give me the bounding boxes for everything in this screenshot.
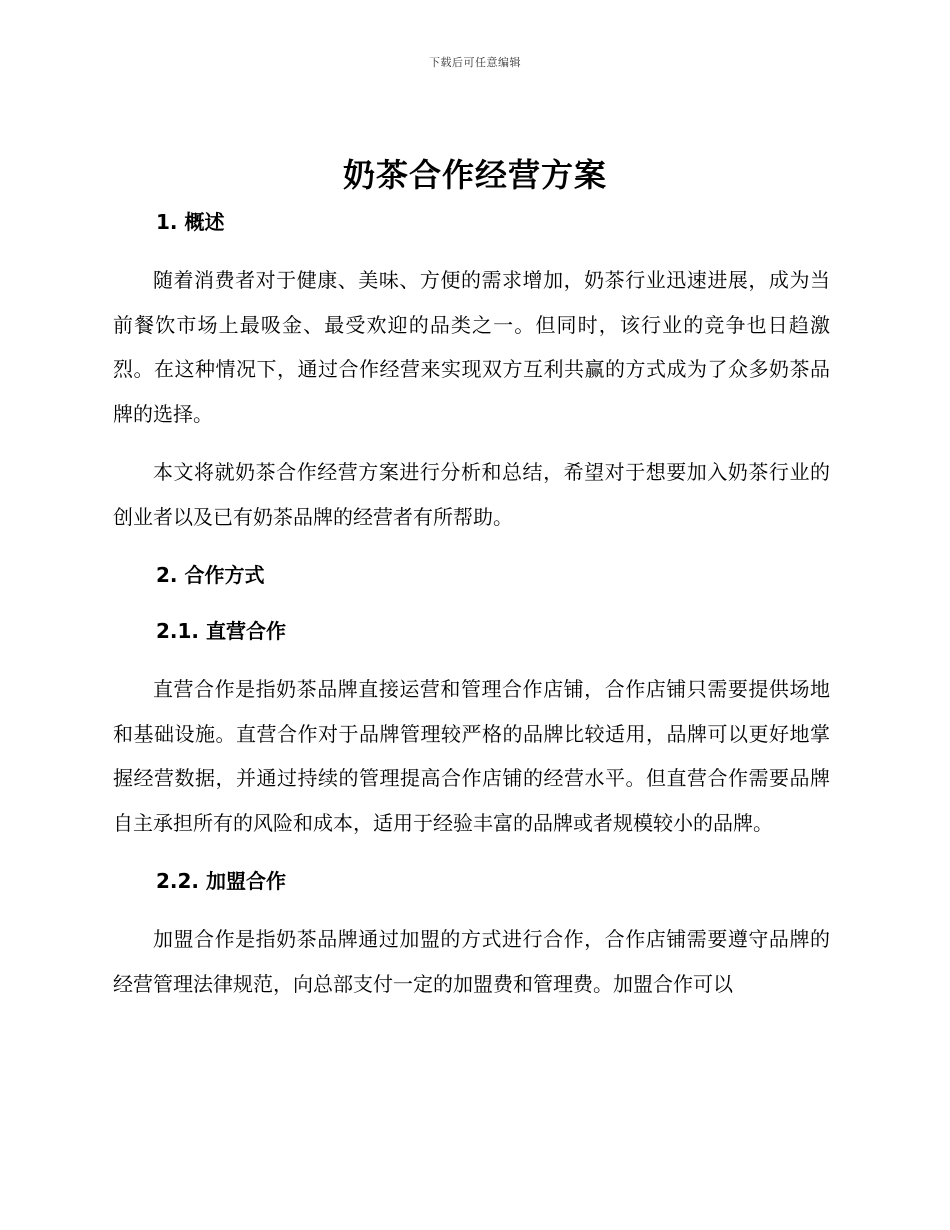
paragraph-overview-1: 随着消费者对于健康、美味、方便的需求增加，奶茶行业迅速进展，成为当前餐饮市场上最吸金、最受欢迎的品类之一。但同时，该行业的竞争也日趋激烈。在这种情况下，通过合作经营来实现双方互利共赢的方式成为了众多奶茶品牌的选择。 — [113, 268, 830, 426]
section-heading-overview: 1. 概述 — [156, 210, 225, 234]
section-heading-franchise: 2.2. 加盟合作 — [156, 869, 286, 893]
document-title: 奶茶合作经营方案 — [342, 156, 607, 194]
header-note: 下载后可任意编辑 — [429, 56, 521, 69]
paragraph-direct-operation: 直营合作是指奶茶品牌直接运营和管理合作店铺，合作店铺只需要提供场地和基础设施。直营合作对于品牌管理较严格的品牌比较适用，品牌可以更好地掌握经营数据，并通过持续的管理提高合作店铺的经营水平。但直营合作需要品牌自主承担所有的风险和成本，适用于经验丰富的品牌或者规模较小的品牌。 — [113, 677, 830, 835]
section-heading-cooperation-methods: 2. 合作方式 — [156, 563, 265, 587]
document-body — [113, 202, 830, 1006]
paragraph-overview-2: 本文将就奶茶合作经营方案进行分析和总结，希望对于想要加入奶茶行业的创业者以及已有奶茶品牌的经营者有所帮助。 — [113, 460, 830, 529]
paragraph-franchise: 加盟合作是指奶茶品牌通过加盟的方式进行合作，合作店铺需要遵守品牌的经营管理法律规范，向总部支付一定的加盟费和管理费。加盟合作可以 — [113, 927, 830, 996]
section-heading-direct-operation: 2.1. 直营合作 — [156, 619, 286, 643]
